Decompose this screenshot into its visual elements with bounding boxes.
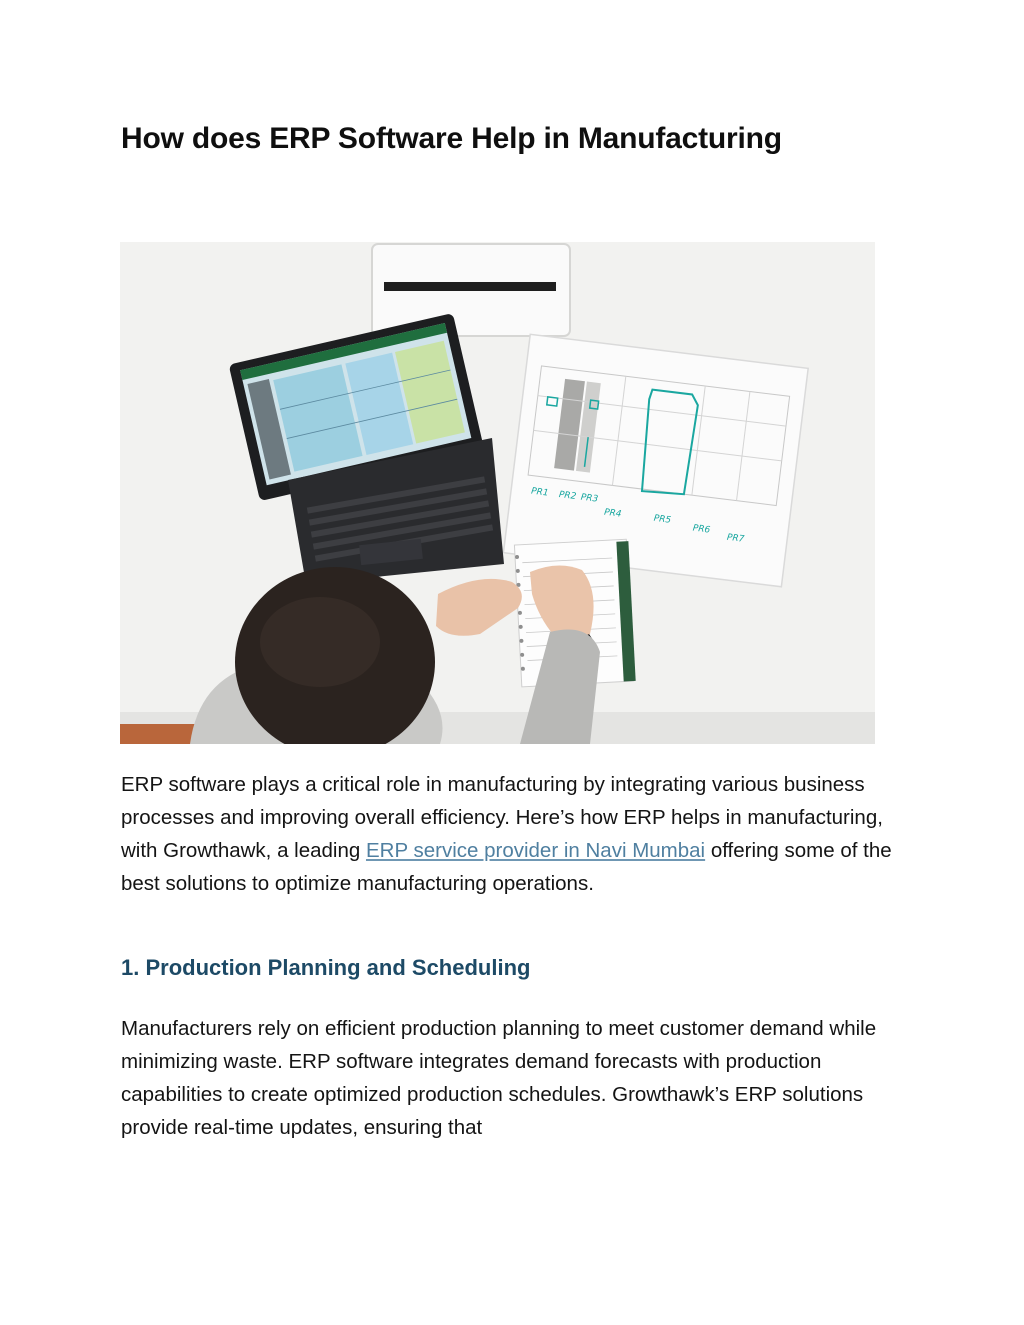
page-title: How does ERP Software Help in Manufacturing [121,122,782,155]
plan-label-pr6: PR6 [692,523,711,536]
erp-service-provider-link[interactable]: ERP service provider in Navi Mumbai [365,839,706,862]
plan-label-pr5: PR5 [653,513,672,526]
section-body-production-planning: Manufacturers rely on efficient production planning to meet customer demand while minimizing waste. ERP software integrates demand forecasts with production capabilities to create optimized production schedules. Growthawk’s ERP solutions provide real-time updates, ensuring that [121,1017,877,1139]
intro-text-after-link: offering some of the best solutions to optimize manufacturing operations. [121,839,892,895]
intro-text-before-link: ERP software plays a critical role in manufacturing by integrating various business processes and improving overall efficiency. Here’s how ERP helps in manufacturing, with Growthawk, a leading [121,773,883,862]
section-heading-production-planning: 1. Production Planning and Scheduling [121,955,531,980]
hero-image [120,242,875,744]
plan-label-pr4: PR4 [603,507,622,520]
intro-paragraph [121,768,911,900]
plan-label-pr7: PR7 [726,532,745,545]
plan-label-pr2: PR2 [558,490,577,503]
plan-label-pr1: PR1 [530,486,549,499]
plan-label-pr3: PR3 [580,492,599,505]
